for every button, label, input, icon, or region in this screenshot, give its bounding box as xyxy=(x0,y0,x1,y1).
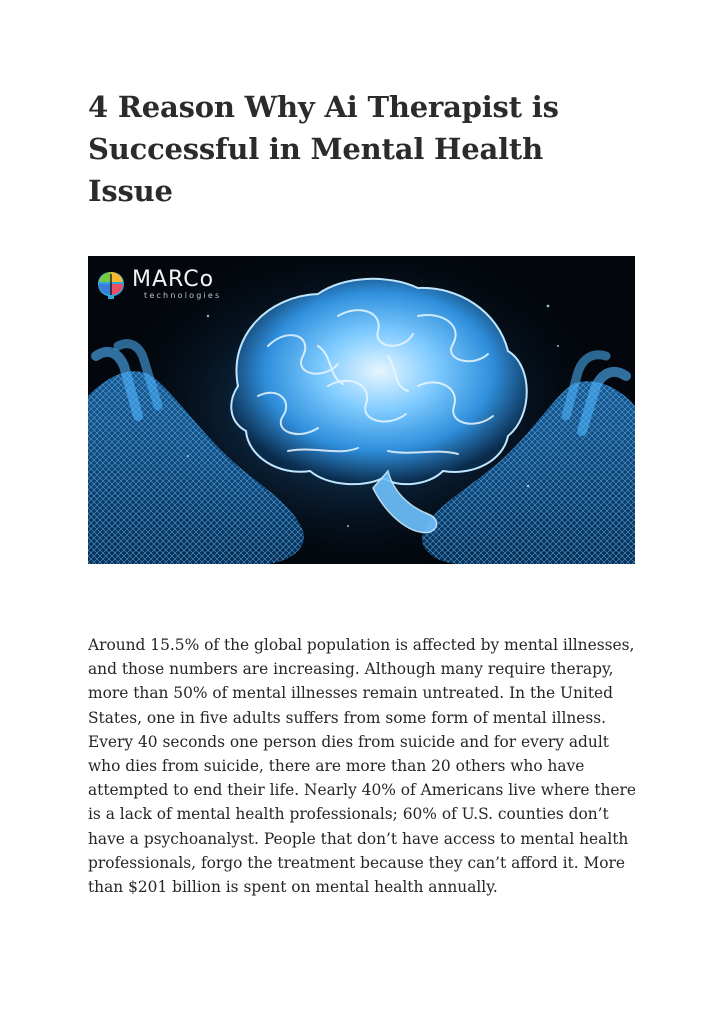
article-paragraph: Around 15.5% of the global population is affected by mental illnesses, and those numbers are increasing. Although many require therapy, more than 50% of mental illnesses remain untreated. In the United States, one in five adults suffers from some form of mental illness. Every 40 seconds one person dies from suicide and for every adult who dies from suicide, there are more than 20 others who have attempted to end their life. Nearly 40% of Americans live where there is a lack of mental health professionals; 60% of U.S. counties don’t have a psychoanalyst. People that don’t have access to mental health professionals, forgo the treatment because they can’t afford it. More than $201 billion is spent on mental health annually. xyxy=(88,636,636,897)
logo-name: MARCo xyxy=(132,267,215,292)
logo-tagline: technologies xyxy=(144,291,222,300)
company-logo xyxy=(94,268,221,302)
hero-image xyxy=(88,256,635,564)
brain-logo-icon xyxy=(94,268,128,302)
brain-hands-illustration xyxy=(88,256,635,564)
article-title: 4 Reason Why Ai Therapist is Successful in Mental Health Issue xyxy=(88,90,559,208)
